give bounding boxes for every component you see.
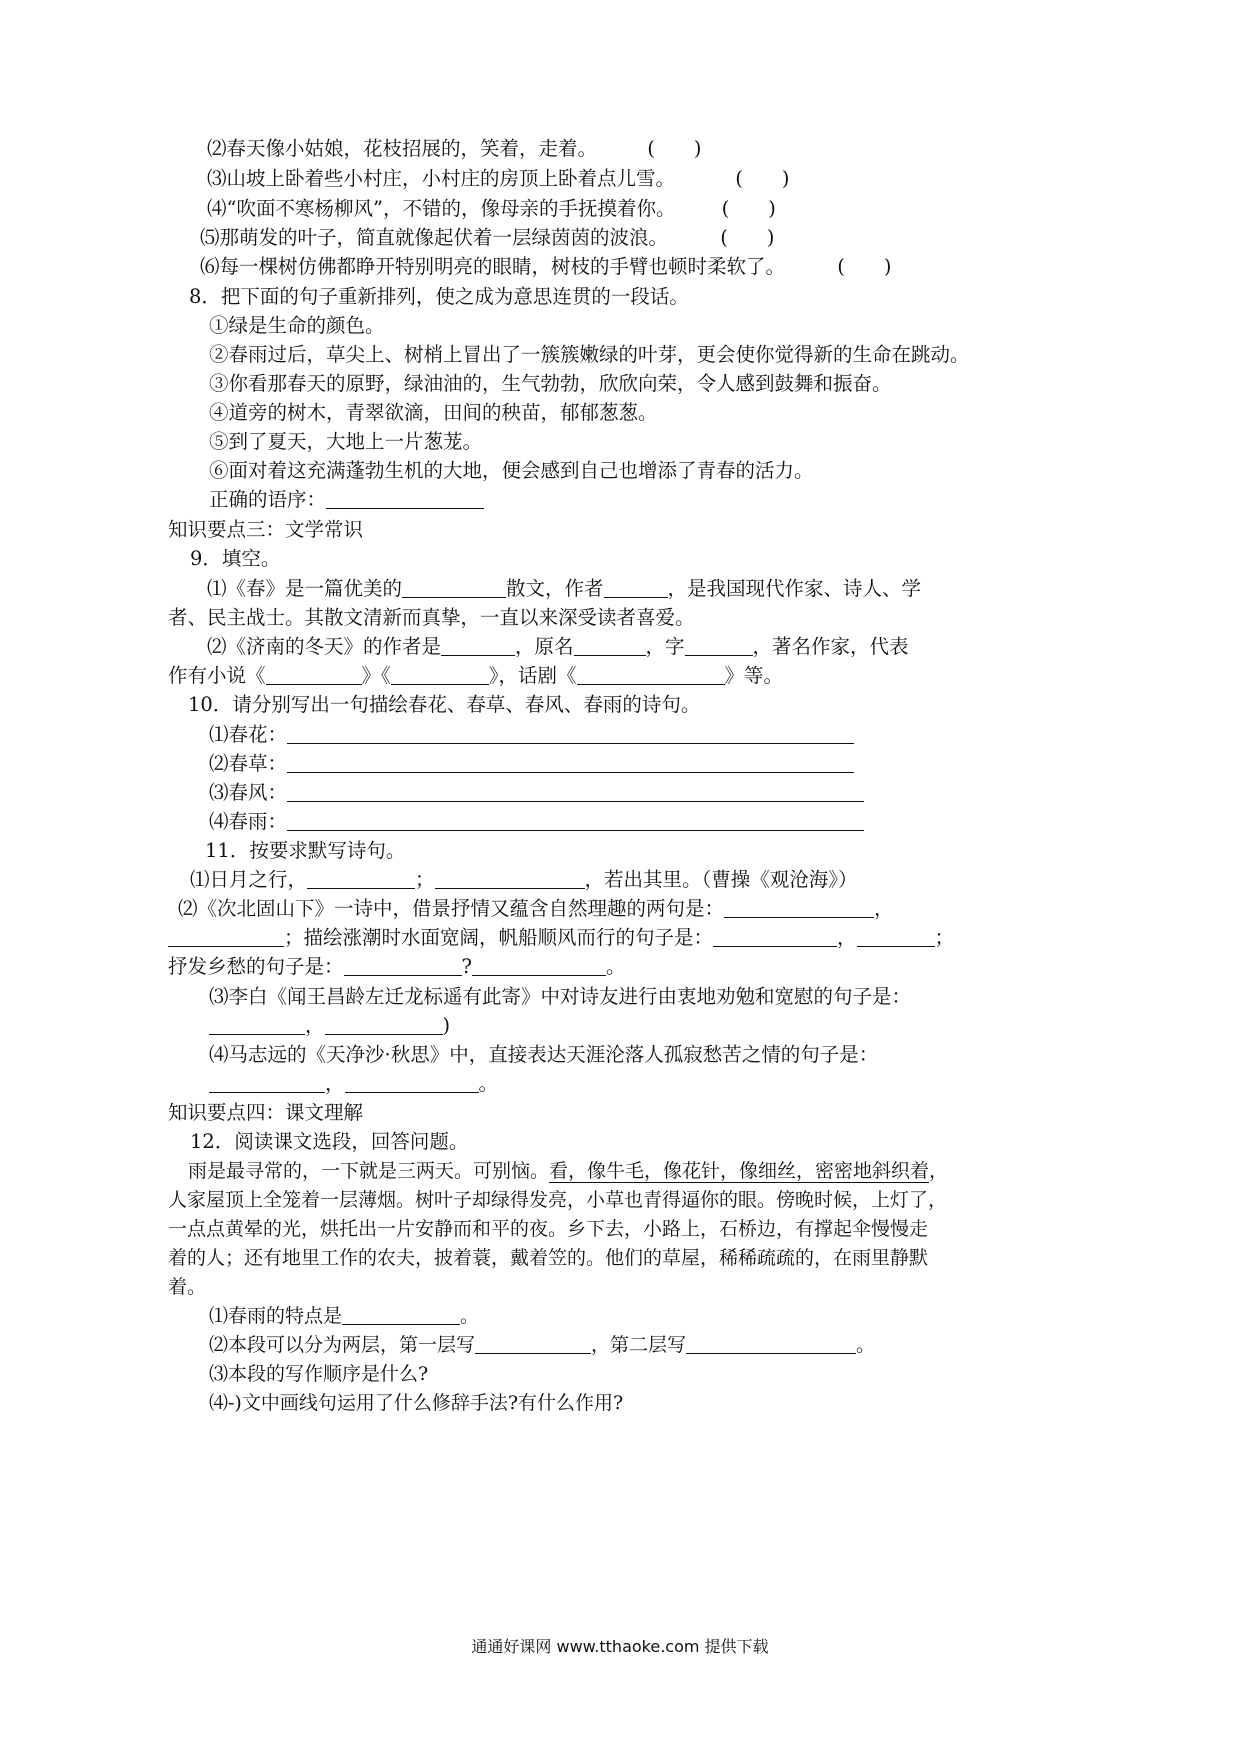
q10-item-rain (209, 809, 864, 835)
q8-sentence-5: ⑤到了夏天，大地上一片葱茏。 (209, 430, 483, 453)
q11-blank-3[interactable] (724, 897, 874, 918)
q12-underlined-sentence: 看，像牛毛，像花针，像细丝，密密地斜织着 (549, 1160, 930, 1182)
q12-blank-layer1[interactable] (475, 1333, 591, 1354)
q12-passage-text-1a: 雨是最寻常的，一下就是三两天。可别恼。 (188, 1160, 550, 1182)
q11-p4-line2 (209, 1071, 498, 1097)
q10-blank-grass[interactable] (287, 752, 854, 773)
q7-item-4-text: ⑷“吹面不寒杨柳风”，不错的，像母亲的手抚摸着你。 (207, 197, 676, 220)
q11-p2-line1 (178, 896, 894, 922)
q7-item-5 (200, 225, 774, 251)
q7-item-2-paren: ( ) (647, 137, 702, 160)
page-footer: 通通好课网 www.tthaoke.com 提供下载 (471, 1637, 769, 1656)
section4-title: 知识要点四：课文理解 (168, 1101, 364, 1124)
q9-p1-text-b: 散文，作者 (506, 577, 604, 600)
q10-label-flower: ⑴春花： (209, 723, 288, 746)
q11-p2-text-d: ， (837, 926, 857, 949)
q11-p2-text-c: ；描绘涨潮时水面宽阔，帆船顺风而行的句子是： (284, 926, 714, 949)
q9-blank-realname[interactable] (574, 635, 646, 656)
q11-p3-text-b: ， (305, 1014, 325, 1037)
q11-p3-line2 (209, 1013, 450, 1039)
q12-passage-line1 (188, 1158, 948, 1184)
q9-p1-line2: 者、民主战士。其散文清新而真挚，一直以来深受读者喜爱。 (168, 606, 695, 629)
q10-label-grass: ⑵春草： (209, 752, 288, 775)
q10-item-wind (209, 780, 864, 806)
q9-blank-novel2[interactable] (391, 664, 489, 685)
q11-p4-line1: ⑷马志远的《天净沙·秋思》中，直接表达天涯沦落人孤寂愁苦之情的句子是： (209, 1043, 879, 1066)
q12-blank-layer2[interactable] (686, 1333, 856, 1354)
q11-blank-6[interactable] (857, 926, 935, 947)
q11-blank-1[interactable] (307, 868, 415, 889)
q11-blank-12[interactable] (345, 1072, 479, 1093)
q7-item-4 (207, 196, 776, 222)
q11-p2-text-b: ， (874, 897, 894, 920)
q11-blank-11[interactable] (209, 1072, 325, 1093)
q11-blank-9[interactable] (209, 1014, 305, 1035)
q7-item-5-paren: ( ) (720, 226, 775, 249)
q10-item-flower (209, 722, 854, 748)
q12-sub1-text-a: ⑴春雨的特点是 (209, 1305, 343, 1327)
section3-title: 知识要点三：文学常识 (168, 518, 364, 541)
q10-item-grass (209, 751, 854, 777)
q11-p4-text-c: 。 (478, 1072, 499, 1095)
q10-blank-rain[interactable] (287, 810, 864, 831)
q7-item-6-text: ⑹每一棵树仿佛都睁开特别明亮的眼睛，树枝的手臂也顿时柔软了。 (200, 255, 786, 278)
q11-p1 (190, 867, 858, 893)
q11-p2-text-f: 抒发乡愁的句子是： (168, 955, 344, 978)
q9-blank-author2[interactable] (441, 635, 515, 656)
q12-passage-line4: 着的人；还有地里工作的农夫，披着蓑，戴着笠的。他们的草屋，稀稀疏疏的，在雨里静默 (168, 1247, 929, 1269)
q11-blank-5[interactable] (713, 926, 837, 947)
q11-blank-2[interactable] (435, 868, 585, 889)
q8-question: 8．把下面的句子重新排列，使之成为意思连贯的一段话。 (189, 285, 689, 308)
q9-blank-courtesy[interactable] (685, 635, 753, 656)
q11-p2-text-h: 。 (605, 955, 626, 978)
q9-p2-text-f: 》《 (361, 664, 391, 687)
q8-sentence-4: ④道旁的树木，青翠欲滴，田间的秧苗，郁郁葱葱。 (209, 401, 658, 424)
q7-item-4-paren: ( ) (721, 197, 776, 220)
q12-sub-2 (209, 1332, 875, 1358)
q7-item-2-text: ⑵春天像小姑娘，花枝招展的，笑着，走着。 (207, 137, 598, 160)
q12-passage-line3: 一点点黄晕的光，烘托出一片安静而和平的夜。乡下去，小路上，石桥边，有撑起伞慢慢走 (168, 1218, 929, 1240)
q11-p2-line3 (168, 954, 626, 980)
q11-p2-text-g: ? (461, 955, 472, 978)
q9-p2-line1 (207, 634, 909, 660)
q9-p2-text-a: ⑵《济南的冬天》的作者是 (207, 635, 442, 658)
q9-p2-text-c: ，字 (645, 635, 685, 658)
q8-sentence-1: ①绿是生命的颜色。 (209, 314, 385, 337)
q11-p2-line2 (168, 925, 954, 951)
q9-blank-drama[interactable] (577, 664, 725, 685)
q7-item-3-text: ⑶山坡上卧着些小村庄，小村庄的房顶上卧着点儿雪。 (207, 167, 676, 190)
q7-item-3-paren: ( ) (735, 167, 790, 190)
q9-p1-text-a: ⑴《春》是一篇优美的 (207, 577, 403, 600)
q11-p4-text-b: ， (325, 1072, 345, 1095)
q7-item-3 (207, 166, 789, 192)
q11-p2-text-e: ； (934, 926, 955, 949)
q12-passage-line2: 人家屋顶上全笼着一层薄烟。树叶子却绿得发亮，小草也青得逼你的眼。傍晚时候，上灯了， (168, 1189, 948, 1211)
q9-p2-line2 (168, 663, 783, 689)
q11-p2-text-a: ⑵《次北固山下》一诗中，借景抒情又蕴含自然理趣的两句是： (178, 897, 725, 920)
q12-blank-feature[interactable] (342, 1304, 460, 1325)
q9-p2-text-e: 作有小说《 (168, 664, 266, 687)
q8-answer-blank[interactable] (326, 488, 484, 509)
q12-passage-text-1b: ， (929, 1160, 949, 1182)
q12-sub2-text-c: 。 (856, 1334, 876, 1356)
q12-question: 12．阅读课文选段，回答问题。 (190, 1130, 469, 1153)
q12-sub2-text-a: ⑵本段可以分为两层，第一层写 (209, 1334, 476, 1356)
q12-sub2-text-b: ，第二层写 (591, 1334, 687, 1356)
q7-item-2 (207, 136, 701, 162)
q8-sentence-6: ⑥面对着这充满蓬勃生机的大地，便会感到自己也增添了青春的活力。 (209, 459, 814, 482)
q8-answer (209, 487, 484, 513)
q8-sentence-2: ②春雨过后，草尖上、树梢上冒出了一簇簇嫩绿的叶芽，更会使你觉得新的生命在跳动。 (209, 343, 970, 366)
q10-blank-flower[interactable] (287, 723, 854, 744)
q12-sub-1 (209, 1303, 479, 1329)
q11-blank-4[interactable] (168, 926, 284, 947)
q12-sub-4: ⑷-)文中画线句运用了什么修辞手法?有什么作用? (209, 1392, 624, 1414)
q9-blank-genre[interactable] (402, 577, 506, 598)
q9-p2-text-h: 》等。 (724, 664, 784, 687)
q11-blank-7[interactable] (344, 955, 462, 976)
q9-question: 9．填空。 (190, 547, 281, 570)
q11-p1-text-b: ； (415, 868, 435, 891)
q11-p3-line1: ⑶李白《闻王昌龄左迁龙标遥有此寄》中对诗友进行由衷地劝勉和宽慰的句子是： (209, 985, 912, 1008)
q9-blank-author[interactable] (604, 577, 668, 598)
q12-passage-line5: 着。 (168, 1276, 207, 1298)
q9-p2-text-d: ，著名作家，代表 (752, 635, 909, 658)
q8-sentence-3: ③你看那春天的原野，绿油油的，生气勃勃，欣欣向荣，令人感到鼓舞和振奋。 (209, 372, 892, 395)
q11-p1-text-c: ，若出其里。（曹操《观沧海》） (584, 868, 858, 891)
q10-blank-wind[interactable] (287, 781, 864, 802)
q11-question: 11．按要求默写诗句。 (205, 839, 406, 862)
q9-p2-text-b: ，原名 (515, 635, 574, 658)
q12-sub1-text-b: 。 (460, 1305, 480, 1327)
q9-p1-text-c: ，是我国现代作家、诗人、学 (667, 577, 922, 600)
q11-blank-10[interactable] (325, 1014, 443, 1035)
q11-p1-text-a: ⑴日月之行， (190, 868, 308, 891)
q12-sub-3: ⑶本段的写作顺序是什么? (209, 1363, 429, 1385)
q11-blank-8[interactable] (472, 955, 606, 976)
q9-p1-line1 (207, 576, 921, 602)
q10-question: 10．请分别写出一句描绘春花、春草、春风、春雨的诗句。 (188, 693, 701, 716)
q10-label-wind: ⑶春风： (209, 781, 288, 804)
q7-item-6 (200, 254, 891, 280)
q11-p3-text-c: ) (442, 1014, 451, 1037)
q7-item-6-paren: ( ) (837, 255, 892, 278)
q9-blank-novel1[interactable] (266, 664, 362, 685)
q8-answer-label: 正确的语序： (209, 488, 327, 511)
q7-item-5-text: ⑸那萌发的叶子，简直就像起伏着一层绿茵茵的波浪。 (200, 226, 669, 249)
q10-label-rain: ⑷春雨： (209, 810, 288, 833)
q9-p2-text-g: 》，话剧《 (488, 664, 577, 687)
